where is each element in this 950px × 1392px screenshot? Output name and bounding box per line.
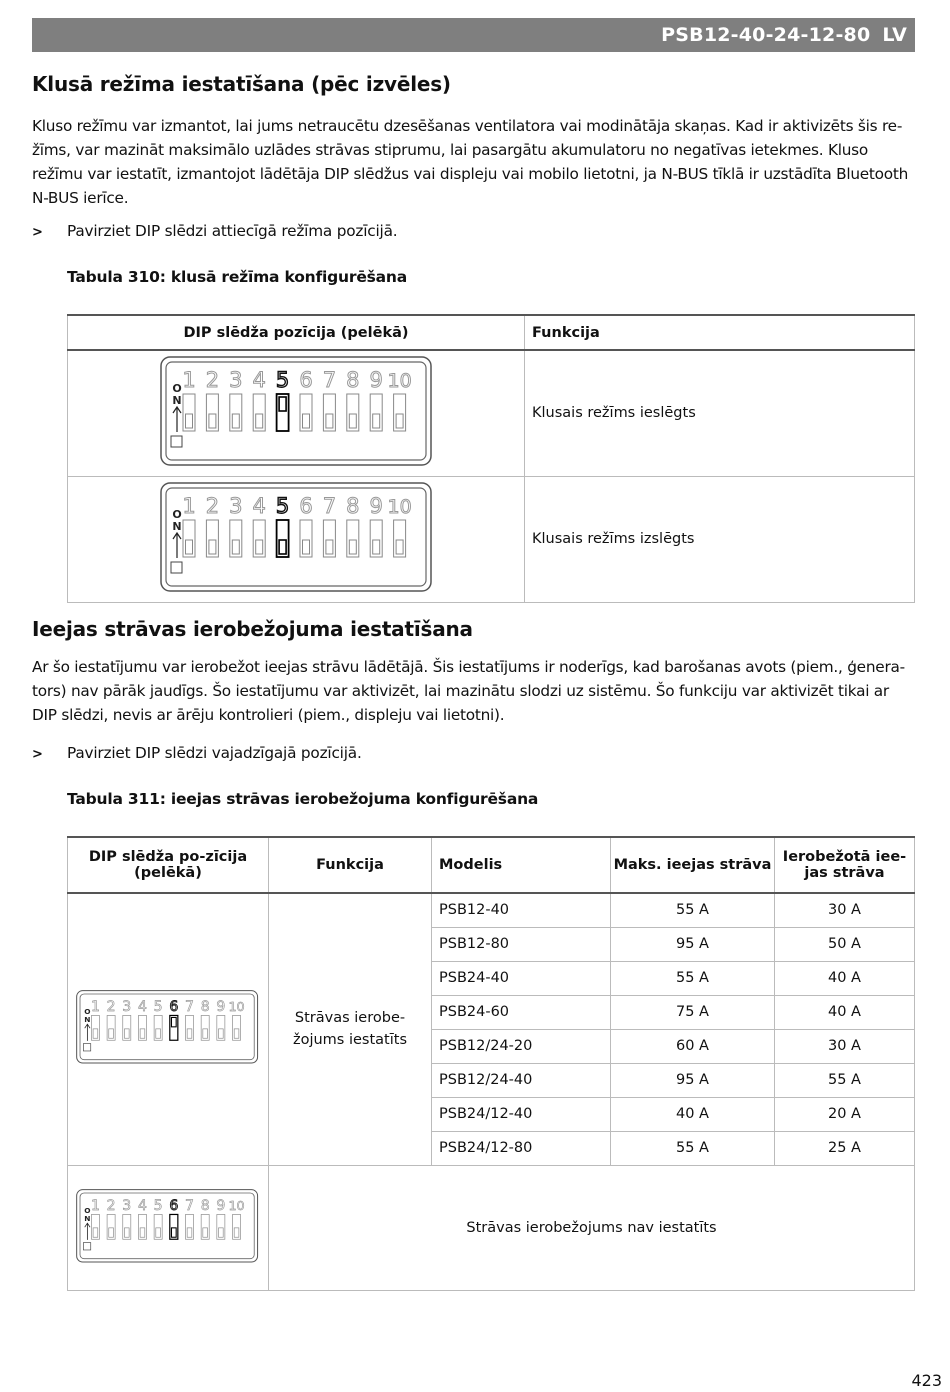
table311-function-not-set: Strāvas ierobežojums nav iestatīts [269, 1165, 915, 1290]
on-label-letter: O [84, 1205, 91, 1215]
page-number: 423 [911, 1371, 942, 1390]
dip-switch-knob [156, 1227, 161, 1236]
dip-number-label: 8 [200, 1197, 210, 1214]
table310-dip-cell [68, 476, 525, 602]
dip-switch-knob [109, 1029, 114, 1038]
section1-title: Klusā režīma iestatīšana (pēc izvēles) [32, 72, 451, 96]
dip-switch-knob [373, 540, 380, 554]
dip-number-label: 5 [275, 368, 290, 393]
dip-number-label: 9 [216, 1197, 226, 1214]
dip-number-label: 9 [369, 494, 383, 518]
table311-header-function: Funkcija [269, 837, 432, 893]
table310-function: Klusais režīms ieslēgts [525, 350, 915, 476]
table311-limited: 40 A [775, 961, 915, 995]
table310-header-dip: DIP slēdža pozīcija (pelēkā) [68, 315, 525, 350]
on-label-letter: N [84, 1213, 91, 1223]
dip-square-marker [83, 1242, 90, 1249]
step-marker: > [32, 225, 43, 240]
dip-number-label: 3 [229, 494, 243, 518]
table310-caption: Tabula 310: klusā režīma konfigurēšana [67, 268, 408, 286]
dip-square-marker [171, 562, 182, 573]
dip-switch-group [161, 357, 431, 465]
dip-switch-knob [373, 414, 380, 428]
on-label-letter: N [84, 1015, 91, 1025]
dip-number-label: 8 [346, 368, 360, 393]
table311-max: 95 A [611, 1063, 775, 1097]
dip-switch-knob [326, 414, 333, 428]
dip-number-label: 3 [229, 368, 243, 393]
dip-number-label: 10 [228, 1000, 245, 1016]
dip-switch-knob [232, 414, 239, 428]
dip-number-label: 10 [387, 370, 412, 393]
dip-number-label: 4 [252, 368, 266, 393]
table311-model: PSB24-60 [432, 995, 611, 1029]
dip-switch-knob [109, 1227, 114, 1236]
dip-number-label: 8 [346, 494, 360, 518]
step-text: Pavirziet DIP slēdzi attiecīgā režīma pozīcijā. [67, 222, 398, 240]
dip-number-label: 4 [137, 1197, 147, 1214]
section2-step [32, 741, 362, 767]
dip-switch-knob [234, 1029, 239, 1038]
table311-limited: 30 A [775, 893, 915, 927]
dip-switch-diagram [160, 356, 432, 466]
dip-number-label: 7 [322, 494, 337, 518]
table311-model: PSB24-40 [432, 961, 611, 995]
dip-switch-knob [186, 414, 193, 428]
dip-switch-knob [349, 540, 356, 554]
header-model: PSB12-40-24-12-80 [661, 24, 871, 46]
dip-switch-knob [209, 414, 216, 428]
table311-header-model: Modelis [432, 837, 611, 893]
table311-max: 55 A [611, 893, 775, 927]
step-marker: > [32, 747, 43, 762]
table311-max: 55 A [611, 961, 775, 995]
dip-switch-knob [93, 1227, 98, 1236]
dip-switch-knob [303, 540, 310, 554]
dip-switch-diagram [76, 990, 260, 1064]
dip-switch-knob [171, 1018, 176, 1027]
on-label-letter: O [84, 1007, 91, 1017]
table310-function: Klusais režīms izslēgts [525, 476, 915, 602]
on-label-letter: N [172, 394, 182, 408]
table311-dip-cell [68, 893, 269, 1165]
table311-limited: 50 A [775, 927, 915, 961]
table311-limited: 30 A [775, 1029, 915, 1063]
dip-number-label: 3 [122, 1197, 132, 1214]
on-label-letter: O [172, 508, 182, 521]
dip-number-label: 1 [90, 1197, 100, 1214]
table311-model: PSB12-80 [432, 927, 611, 961]
dip-switch-knob [279, 397, 286, 411]
table311-max: 75 A [611, 995, 775, 1029]
dip-number-label: 2 [106, 999, 116, 1016]
dip-number-label: 6 [299, 494, 313, 518]
dip-number-label: 6 [169, 1197, 179, 1214]
table311-limited: 20 A [775, 1097, 915, 1131]
table311-header-max: Maks. ieejas strāva [611, 837, 775, 893]
dip-number-label: 1 [90, 999, 100, 1016]
section2-title: Ieejas strāvas ierobežojuma iestatīšana [32, 617, 473, 641]
dip-number-label: 10 [387, 496, 412, 518]
section1-step [32, 219, 397, 245]
dip-switch-knob [156, 1029, 161, 1038]
dip-number-label: 2 [106, 1197, 116, 1214]
dip-switch-knob [219, 1227, 224, 1236]
dip-number-label: 5 [275, 494, 290, 518]
table311-limited: 55 A [775, 1063, 915, 1097]
table311-model: PSB12-40 [432, 893, 611, 927]
dip-number-label: 6 [169, 999, 179, 1016]
dip-switch-knob [171, 1227, 176, 1236]
dip-switch-knob [209, 540, 216, 554]
dip-switch-knob [203, 1227, 208, 1236]
dip-number-label: 7 [185, 1197, 194, 1214]
table311-model: PSB24/12-40 [432, 1097, 611, 1131]
dip-square-marker [83, 1044, 90, 1051]
dip-number-label: 9 [216, 999, 226, 1016]
table311-limited: 25 A [775, 1131, 915, 1165]
dip-switch-knob [186, 540, 193, 554]
dip-number-label: 1 [182, 494, 196, 518]
dip-switch-knob [234, 1227, 239, 1236]
table311-max: 55 A [611, 1131, 775, 1165]
dip-switch-knob [124, 1029, 129, 1038]
dip-number-label: 5 [153, 1197, 163, 1214]
dip-switch-knob [203, 1029, 208, 1038]
dip-switch-knob [279, 540, 286, 554]
table310-dip-cell [68, 350, 525, 476]
dip-switch-knob [140, 1029, 145, 1038]
dip-number-label: 10 [228, 1198, 245, 1214]
dip-number-label: 8 [200, 999, 210, 1016]
dip-number-label: 2 [205, 494, 220, 518]
dip-switch-knob [219, 1029, 224, 1038]
header-bar [32, 18, 915, 52]
table311-max: 60 A [611, 1029, 775, 1063]
on-label-letter: N [172, 520, 182, 533]
section1-paragraph: Kluso režīmu var izmantot, lai jums netraucētu dzesēšanas ventilatora vai modinātāja skaņas. Kad ir aktivizēts šis re-žīms, var mazināt maksimālo uzlādes strāvas stiprumu, lai pasargātu akumulatoru no negatīvas ietekmes. Kluso režīmu var iestatīt, izmantojot lādētāja DIP slēdžus vai displeju vai mobilo lietotni, ja N-BUS tīklā ir uzstādīta Bluetooth N-BUS ierīce. [32, 117, 909, 207]
table311-header-limited: Ierobežotā iee-jas strāva [775, 837, 915, 893]
dip-number-label: 7 [185, 999, 194, 1016]
dip-number-label: 4 [252, 494, 266, 518]
dip-switch-knob [187, 1227, 192, 1236]
table311-max: 95 A [611, 927, 775, 961]
dip-switch-knob [124, 1227, 129, 1236]
dip-number-label: 9 [369, 368, 383, 393]
table311-model: PSB12/24-20 [432, 1029, 611, 1063]
step-text: Pavirziet DIP slēdzi vajadzīgajā pozīcijā. [67, 744, 362, 762]
dip-switch-knob [349, 414, 356, 428]
dip-switch-group [77, 991, 258, 1063]
dip-switch-knob [303, 414, 310, 428]
dip-number-label: 5 [153, 999, 163, 1016]
table311-header-dip: DIP slēdža po-zīcija (pelēkā) [68, 837, 269, 893]
table311-function-set: Strāvas ierobe-žojums iestatīts [269, 893, 432, 1165]
dip-switch-knob [396, 540, 403, 554]
table311-model: PSB12/24-40 [432, 1063, 611, 1097]
dip-switch-knob [140, 1227, 145, 1236]
dip-number-label: 3 [122, 999, 132, 1016]
dip-number-label: 1 [182, 368, 196, 393]
on-label-letter: O [172, 382, 182, 396]
dip-switch-diagram [160, 482, 432, 592]
table-311 [67, 836, 915, 1291]
dip-switch-knob [187, 1029, 192, 1038]
dip-switch-knob [232, 540, 239, 554]
dip-square-marker [171, 436, 182, 447]
table311-caption: Tabula 311: ieejas strāvas ierobežojuma konfigurēšana [67, 790, 539, 808]
table310-header-function: Funkcija [525, 315, 915, 350]
section2-paragraph: Ar šo iestatījumu var ierobežot ieejas strāvu lādētājā. Šis iestatījums ir noderīgs, kad barošanas avots (piem., ģenera-tors) nav pārāk jaudīgs. Šo iestatījumu var aktivizēt, lai mazinātu slodzi uz sistēmu. Šo funkciju var aktivizēt tikai ar DIP slēdzi, nevis ar ārēju kontrolieri (piem., displeju vai lietotni). [32, 658, 905, 724]
table-310 [67, 314, 915, 603]
dip-switch-group [77, 1189, 258, 1261]
table311-model: PSB24/12-80 [432, 1131, 611, 1165]
dip-switch-knob [396, 414, 403, 428]
table311-limited: 40 A [775, 995, 915, 1029]
table311-max: 40 A [611, 1097, 775, 1131]
dip-number-label: 4 [137, 999, 147, 1016]
dip-switch-diagram [76, 1189, 260, 1263]
dip-switch-group [161, 483, 431, 591]
dip-number-label: 2 [205, 368, 220, 393]
dip-number-label: 6 [299, 368, 313, 393]
dip-switch-knob [93, 1029, 98, 1038]
dip-switch-knob [256, 540, 263, 554]
dip-switch-knob [326, 540, 333, 554]
dip-number-label: 7 [322, 368, 337, 393]
dip-switch-knob [256, 414, 263, 428]
header-lang: LV [882, 24, 907, 46]
table311-dip-cell [68, 1165, 269, 1290]
